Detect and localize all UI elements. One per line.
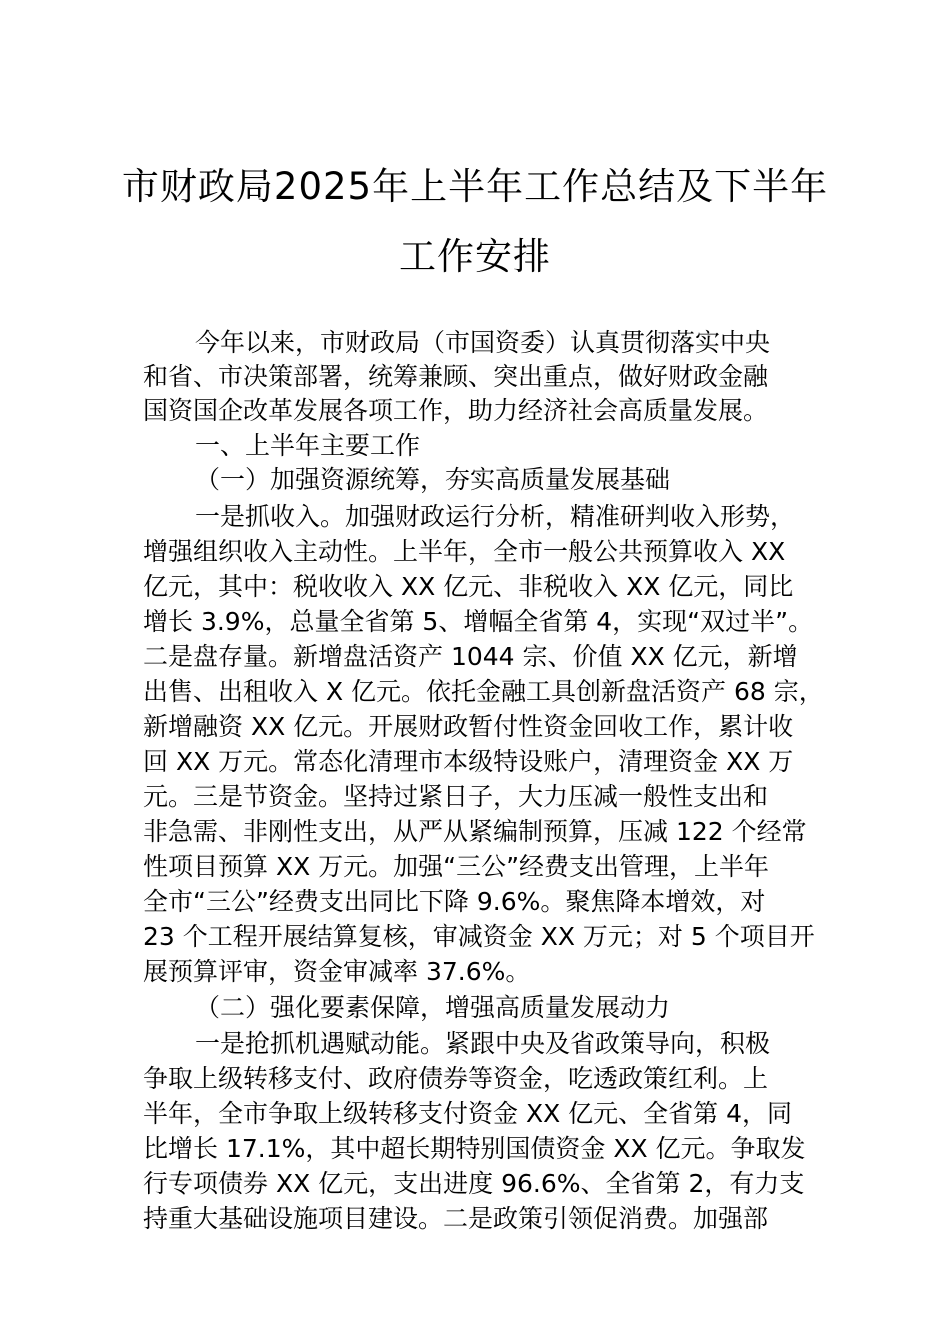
paragraph-line: 亿元，其中：税收收入 XX 亿元、非税收入 XX 亿元，同比	[143, 572, 794, 601]
paragraph-line: 出售、出租收入 X 亿元。依托金融工具创新盘活资产 68 宗，	[143, 677, 824, 706]
paragraph-line: 半年，全市争取上级转移支付资金 XX 亿元、全省第 4，同	[143, 1099, 793, 1128]
paragraph-line: 全市“三公”经费支出同比下降 9.6%。聚焦降本增效，对	[143, 887, 766, 916]
paragraph-line: 一是抢抓机遇赋动能。紧跟中央及省政策导向，积极	[195, 1029, 771, 1058]
subsection-heading: （一）加强资源统筹，夯实高质量发展基础	[195, 465, 671, 494]
document-title-line-1: 市财政局2025年上半年工作总结及下半年	[121, 165, 829, 208]
paragraph-line: 一是抓收入。加强财政运行分析，精准研判收入形势，	[195, 502, 796, 531]
paragraph-line: 非急需、非刚性支出，从严从紧编制预算，压减 122 个经常	[143, 817, 807, 846]
paragraph-line: 展预算评审，资金审减率 37.6%。	[143, 957, 531, 986]
paragraph-line: 比增长 17.1%，其中超长期特别国债资金 XX 亿元。争取发	[143, 1134, 806, 1163]
paragraph-line: 增长 3.9%，总量全省第 5、增幅全省第 4，实现“双过半”。	[143, 607, 814, 636]
section-heading: 一、上半年主要工作	[195, 431, 421, 460]
paragraph-line: 增强组织收入主动性。上半年，全市一般公共预算收入 XX	[143, 537, 786, 566]
subsection-heading: （二）强化要素保障，增强高质量发展动力	[195, 993, 671, 1022]
paragraph-line: 今年以来，市财政局（市国资委）认真贯彻落实中央	[195, 328, 771, 357]
paragraph-line: 持重大基础设施项目建设。二是政策引领促消费。加强部	[143, 1204, 769, 1233]
paragraph-line: 国资国企改革发展各项工作，助力经济社会高质量发展。	[143, 396, 769, 425]
paragraph-line: 元。三是节资金。坚持过紧日子，大力压减一般性支出和	[143, 782, 769, 811]
paragraph-line: 新增融资 XX 亿元。开展财政暂付性资金回收工作，累计收	[143, 712, 794, 741]
paragraph-line: 23 个工程开展结算复核，审减资金 XX 万元；对 5 个项目开	[143, 922, 815, 951]
paragraph-line: 二是盘存量。新增盘活资产 1044 宗、价值 XX 亿元，新增	[143, 642, 798, 671]
paragraph-line: 性项目预算 XX 万元。加强“三公”经费支出管理，上半年	[143, 852, 770, 881]
paragraph-line: 回 XX 万元。常态化清理市本级特设账户，清理资金 XX 万	[143, 747, 794, 776]
paragraph-line: 和省、市决策部署，统筹兼顾、突出重点，做好财政金融	[143, 362, 769, 391]
paragraph-line: 争取上级转移支付、政府债券等资金，吃透政策红利。上	[143, 1064, 769, 1093]
paragraph-line: 行专项债券 XX 亿元，支出进度 96.6%、全省第 2，有力支	[143, 1169, 805, 1198]
document-title-line-2: 工作安排	[399, 235, 551, 278]
